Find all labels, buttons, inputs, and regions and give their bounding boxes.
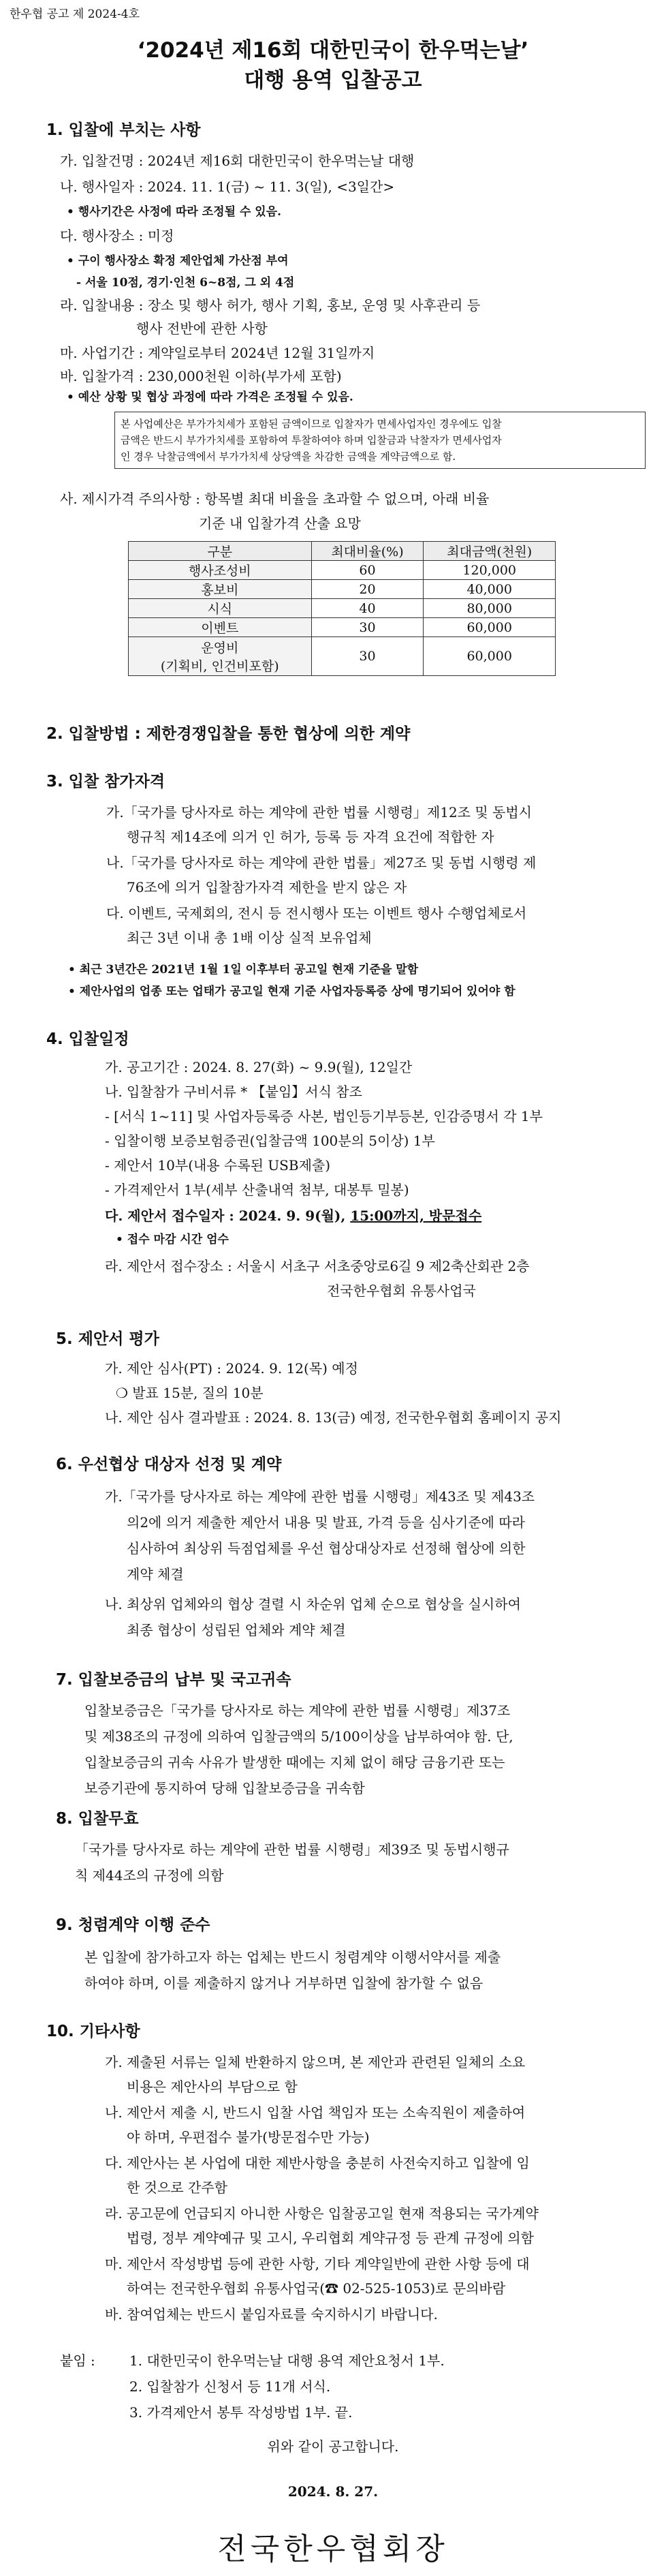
s4-item: - [서식 1~11] 및 사업자등록증 사본, 법인등기부등본, 인감증명서 각 1부 (105, 1108, 543, 1124)
s4-item: 라. 제안서 접수장소 : 서울시 서초구 서초중앙로6길 9 제2축산회관 2층 (105, 1258, 530, 1274)
s9-text: 본 입찰에 참가하고자 하는 업체는 반드시 청렴계약 이행서약서를 제출 (84, 1949, 501, 1965)
s4-item: 나. 입찰참가 구비서류 * 【붙임】서식 참조 (105, 1084, 362, 1100)
s4-item: - 입찰이행 보증보험증권(입찰금액 100분의 5이상) 1부 (105, 1133, 435, 1149)
header-max-amount: 최대금액(천원) (424, 542, 556, 561)
cell-ratio: 20 (311, 580, 424, 599)
s6-item: 최종 협상이 성립된 업체와 계약 체결 (127, 1622, 346, 1638)
table-row (129, 580, 556, 599)
cell-category: 이벤트 (129, 618, 312, 637)
cell-category (129, 637, 312, 676)
s7-text: 입찰보증금의 귀속 사유가 발생한 때에는 지체 없이 해당 금융기관 또는 (84, 1754, 505, 1770)
attachment-item: 2. 입찰참가 신청서 등 11개 서식. (129, 2378, 331, 2395)
cell-amount: 120,000 (424, 561, 556, 580)
s3-note: • 최근 3년간은 2021년 1월 1일 이후부터 공고일 현재 기준을 말함 (68, 963, 419, 977)
vat-notice-line: 금액은 반드시 부가가치세를 포함하여 투찰하여야 하며 입찰금과 낙찰자가 면세사업자 (121, 434, 502, 446)
s5-item: 가. 제안 심사(PT) : 2024. 9. 12(목) 예정 (105, 1360, 358, 1377)
section-9-heading: 9. 청렴계약 이행 준수 (56, 1916, 210, 1934)
table-row (129, 618, 556, 637)
s10-item: 야 하며, 우편접수 불가(방문접수만 가능) (127, 2129, 370, 2145)
s10-item: 법령, 정부 계약예규 및 고시, 우리협회 계약규정 등 관계 규정에 의함 (127, 2230, 534, 2246)
s3-note: • 제안사업의 업종 또는 업태가 공고일 현재 기준 사업자등록증 상에 명기되어 있어야 함 (68, 985, 516, 998)
vat-notice-line: 인 경우 낙찰금액에서 부가가치세 상당액을 차감한 금액을 계약금액으로 함. (121, 450, 456, 463)
cell-amount: 60,000 (424, 618, 556, 637)
header-category: 구분 (129, 542, 312, 561)
cell-category: 시식 (129, 599, 312, 618)
s4-item: - 가격제안서 1부(세부 산출내역 첨부, 대봉투 밀봉) (105, 1182, 409, 1198)
s10-item: 한 것으로 간주함 (127, 2179, 227, 2196)
s3-item: 76조에 의거 입찰참가자격 제한을 받지 않은 자 (127, 879, 407, 895)
s3-item: 가.「국가를 당사자로 하는 계약에 관한 법률 시행령」제12조 및 동법시 (106, 804, 532, 821)
section-4-heading: 4. 입찰일정 (46, 1030, 129, 1048)
table-row (129, 637, 556, 676)
vat-notice-box (114, 412, 646, 469)
s1-item: 가. 입찰건명 : 2024년 제16회 대한민국이 한우먹는날 대행 (60, 153, 415, 169)
s10-item: 가. 제출된 서류는 일체 반환하지 않으며, 본 제안과 관련된 일체의 소요 (105, 2054, 526, 2070)
s6-item: 계약 체결 (127, 1566, 184, 1582)
s7-text: 입찰보증금은「국가를 당사자로 하는 계약에 관한 법률 시행령」제37조 (84, 1702, 511, 1719)
cell-category-line: (기획비, 인건비포함) (160, 659, 279, 674)
table-header-row (129, 542, 556, 561)
s1-item: 다. 행사장소 : 미정 (60, 228, 174, 244)
attachment-label: 붙임 : (60, 2352, 95, 2369)
cell-amount: 80,000 (424, 599, 556, 618)
cell-category-line: 운영비 (201, 641, 239, 656)
s1-note: • 구이 행사장소 확정 제안업체 가산점 부여 (67, 254, 289, 268)
s8-text: 「국가를 당사자로 하는 계약에 관한 법률 시행령」제39조 및 동법시행규 (75, 1841, 509, 1858)
s7-text: 및 제38조의 규정에 의하여 입찰금액의 5/100이상을 납부하여야 함. 단, (84, 1728, 513, 1745)
s4-note: • 접수 마감 시간 엄수 (116, 1233, 229, 1246)
s10-item: 나. 제안서 제출 시, 반드시 입찰 사업 책임자 또는 소속직원이 제출하여 (105, 2104, 526, 2121)
cell-amount: 40,000 (424, 580, 556, 599)
s10-item: 비용은 제안사의 부담으로 함 (127, 2079, 298, 2095)
table-row (129, 561, 556, 580)
s1-item: 마. 사업기간 : 계약일로부터 2024년 12월 31일까지 (60, 345, 375, 361)
s3-item: 행규칙 제14조에 의거 인 허가, 등록 등 자격 요건에 적합한 자 (127, 829, 494, 845)
s1-item: 사. 제시가격 주의사항 : 항목별 최대 비율을 초과할 수 없으며, 아래 비율 (60, 491, 490, 507)
fee-ratio-table (128, 541, 556, 676)
s6-item: 의2에 의거 제출한 제안서 내용 및 발표, 가격 등을 심사기준에 따라 (127, 1514, 525, 1531)
s4-item: 전국한우협회 유통사업국 (327, 1283, 476, 1299)
s9-text: 하여야 하며, 이를 제출하지 않거나 거부하면 입찰에 참가할 수 없음 (84, 1975, 483, 1991)
s10-item: 라. 공고문에 언급되지 아니한 사항은 입찰공고일 현재 적용되는 국가계약 (105, 2205, 539, 2222)
cell-ratio: 30 (311, 618, 424, 637)
s4-deadline (105, 1205, 481, 1225)
deadline-date: 다. 제안서 접수일자 : 2024. 9. 9(월), (105, 1208, 351, 1224)
section-1-heading: 1. 입찰에 부치는 사항 (46, 121, 201, 139)
section-2-heading: 2. 입찰방법 : 제한경쟁입찰을 통한 협상에 의한 계약 (46, 725, 411, 743)
s10-item: 다. 제안사는 본 사업에 대한 제반사항을 충분히 사전숙지하고 입찰에 임 (105, 2155, 530, 2171)
s1-item: 바. 입찰가격 : 230,000천원 이하(부가세 포함) (60, 368, 342, 384)
s6-item: 나. 최상위 업체와의 협상 결렬 시 차순위 업체 순으로 협상을 실시하여 (105, 1596, 521, 1612)
s1-note: • 예산 상황 및 협상 과정에 따라 가격은 조정될 수 있음. (67, 390, 353, 404)
title-line-1: ‘2024년 제16회 대한민국이 한우먹는날’ (137, 38, 529, 63)
table-row (129, 599, 556, 618)
document-number: 한우협 공고 제 2024-4호 (10, 7, 140, 21)
header-max-ratio: 최대비율(%) (311, 542, 424, 561)
s10-item: 바. 참여업체는 반드시 붙임자료를 숙지하시기 바랍니다. (105, 2306, 438, 2322)
cell-category: 행사조성비 (129, 561, 312, 580)
cell-amount: 60,000 (424, 637, 556, 676)
section-6-heading: 6. 우선협상 대상자 선정 및 계약 (56, 1456, 282, 1473)
vat-notice-line: 본 사업예산은 부가가치세가 포함된 금액이므로 입찰자가 면세사업자인 경우에도 입찰 (121, 418, 502, 430)
attachment-item: 3. 가격제안서 봉투 작성방법 1부. 끝. (129, 2404, 353, 2421)
s4-item: 가. 공고기간 : 2024. 8. 27(화) ~ 9.9(월), 12일간 (105, 1059, 413, 1075)
s4-item: - 제안서 10부(내용 수록된 USB제출) (105, 1157, 331, 1174)
s6-item: 가.「국가를 당사자로 하는 계약에 관한 법률 시행령」제43조 및 제43조 (105, 1488, 535, 1505)
issuer-name: 전국한우협회장 (217, 2532, 449, 2566)
s1-item: 나. 행사일자 : 2024. 11. 1(금) ~ 11. 3(일), <3일간> (60, 179, 395, 195)
s3-item: 나.「국가를 당사자로 하는 계약에 관한 법률」제27조 및 동법 시행령 제 (106, 855, 537, 871)
closing-text: 위와 같이 공고합니다. (267, 2438, 399, 2455)
s1-note: - 서울 10점, 경기·인천 6~8점, 그 외 4점 (76, 276, 295, 290)
s3-item: 최근 3년 이내 총 1배 이상 실적 보유업체 (127, 930, 372, 946)
section-8-heading: 8. 입찰무효 (56, 1810, 139, 1828)
s3-item: 다. 이벤트, 국제회의, 전시 등 전시행사 또는 이벤트 행사 수행업체로서 (106, 905, 527, 921)
s1-item: 행사 전반에 관한 사항 (136, 320, 268, 337)
cell-category: 홍보비 (129, 580, 312, 599)
notice-date: 2024. 8. 27. (287, 2483, 379, 2500)
section-5-heading: 5. 제안서 평가 (56, 1330, 159, 1348)
s10-item: 하여는 전국한우협회 유통사업국(☎ 02-525-1053)로 문의바람 (127, 2280, 506, 2297)
cell-ratio: 40 (311, 599, 424, 618)
section-10-heading: 10. 기타사항 (46, 2023, 140, 2040)
s6-item: 심사하여 최상위 득점업체를 우선 협상대상자로 선정해 협상에 의한 (127, 1540, 526, 1557)
s1-note: • 행사기간은 사정에 따라 조정될 수 있음. (67, 205, 282, 219)
cell-ratio: 30 (311, 637, 424, 676)
s5-item: 나. 제안 심사 결과발표 : 2024. 8. 13(금) 예정, 전국한우협회 홈페이지 공지 (105, 1409, 562, 1426)
deadline-time: 15:00까지, 방문접수 (350, 1208, 482, 1224)
section-3-heading: 3. 입찰 참가자격 (46, 773, 165, 791)
attachment-item: 1. 대한민국이 한우먹는날 대행 용역 제안요청서 1부. (129, 2352, 445, 2369)
s7-text: 보증기관에 통지하여 당해 입찰보증금을 귀속함 (84, 1780, 365, 1796)
s5-item: ❍ 발표 15분, 질의 10분 (116, 1385, 264, 1401)
s10-item: 마. 제안서 작성방법 등에 관한 사항, 기타 계약일반에 관한 사항 등에 대 (105, 2256, 530, 2272)
s8-text: 칙 제44조의 규정에 의함 (75, 1867, 224, 1884)
section-7-heading: 7. 입찰보증금의 납부 및 국고귀속 (56, 1671, 291, 1689)
s1-item: 기준 내 입찰가격 산출 요망 (199, 515, 361, 532)
cell-ratio: 60 (311, 561, 424, 580)
s1-item: 라. 입찰내용 : 장소 및 행사 허가, 행사 기획, 홍보, 운영 및 사후관리 등 (60, 297, 481, 313)
title-line-2: 대행 용역 입찰공고 (244, 68, 422, 93)
